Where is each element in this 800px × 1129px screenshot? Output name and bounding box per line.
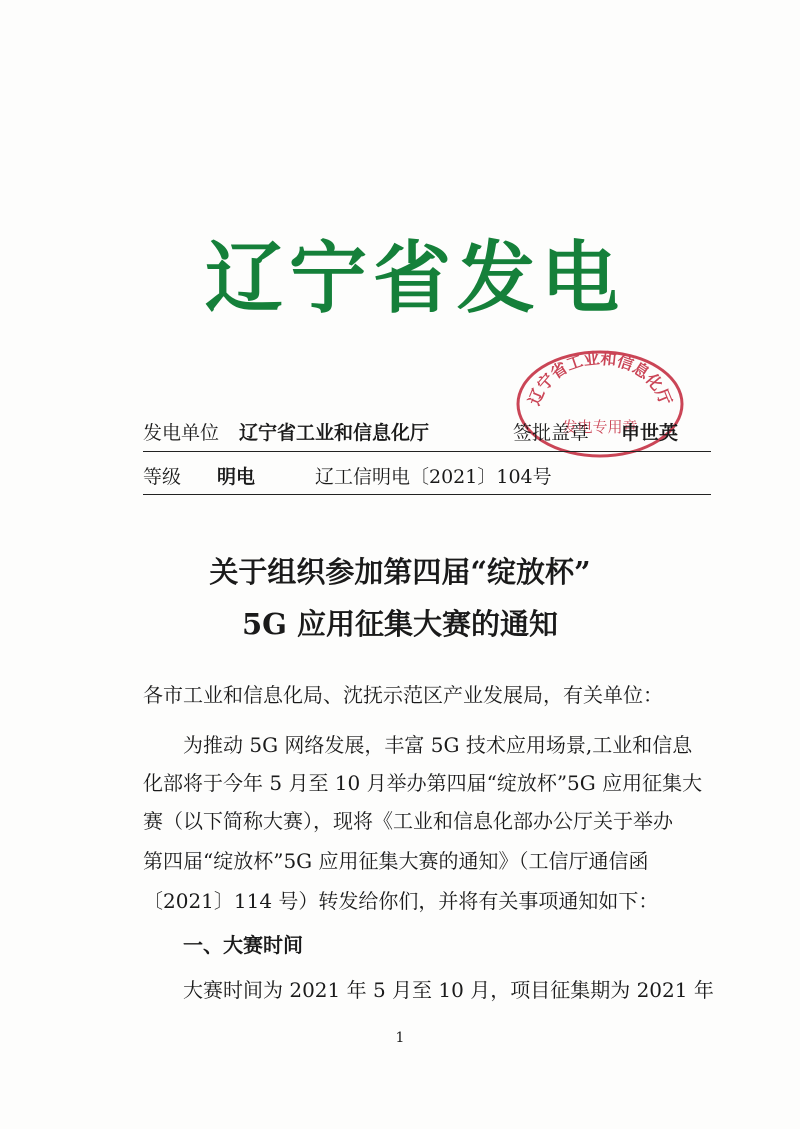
header-divider-top <box>143 451 711 452</box>
sender-label: 发电单位 <box>143 422 220 444</box>
level-value: 明电 <box>217 466 256 488</box>
svg-text:辽宁省工业和信息化厅: 辽宁省工业和信息化厅 <box>524 348 676 408</box>
page-number: 1 <box>395 1030 405 1046</box>
approver-value: 申世英 <box>621 422 679 444</box>
svg-text:发电专用章: 发电专用章 <box>562 418 638 436</box>
paragraph-line: 赛（以下简称大赛），现将《工业和信息化部办公厅关于举办 <box>143 809 673 833</box>
section-heading: 一、大赛时间 <box>183 933 303 957</box>
paragraph-line: 为推动 5G 网络发展，丰富 5G 技术应用场景,工业和信息 <box>183 733 693 757</box>
header-divider-bottom <box>143 494 711 495</box>
document-number: 辽工信明电〔2021〕104号 <box>315 466 552 488</box>
salutation: 各市工业和信息化局、沈抚示范区产业发展局，有关单位： <box>143 683 663 707</box>
section-text: 大赛时间为 2021 年 5 月至 10 月，项目征集期为 2021 年 <box>183 978 714 1002</box>
level-label: 等级 <box>143 466 182 488</box>
sender-value: 辽宁省工业和信息化厅 <box>239 422 430 444</box>
masthead-title: 辽宁省发电 <box>204 233 625 324</box>
document-title-line2: 5G 应用征集大赛的通知 <box>241 607 559 641</box>
document-title-line1: 关于组织参加第四届“绽放杯” <box>209 555 591 589</box>
paragraph-line: 第四届“绽放杯”5G 应用征集大赛的通知》（工信厅通信函 <box>143 849 649 873</box>
paragraph-line: 化部将于今年 5 月至 10 月举办第四届“绽放杯”5G 应用征集大 <box>143 771 703 795</box>
paragraph-line: 〔2021〕114 号）转发给你们，并将有关事项通知如下： <box>143 889 659 913</box>
approver-label: 签批盖章 <box>513 422 590 444</box>
